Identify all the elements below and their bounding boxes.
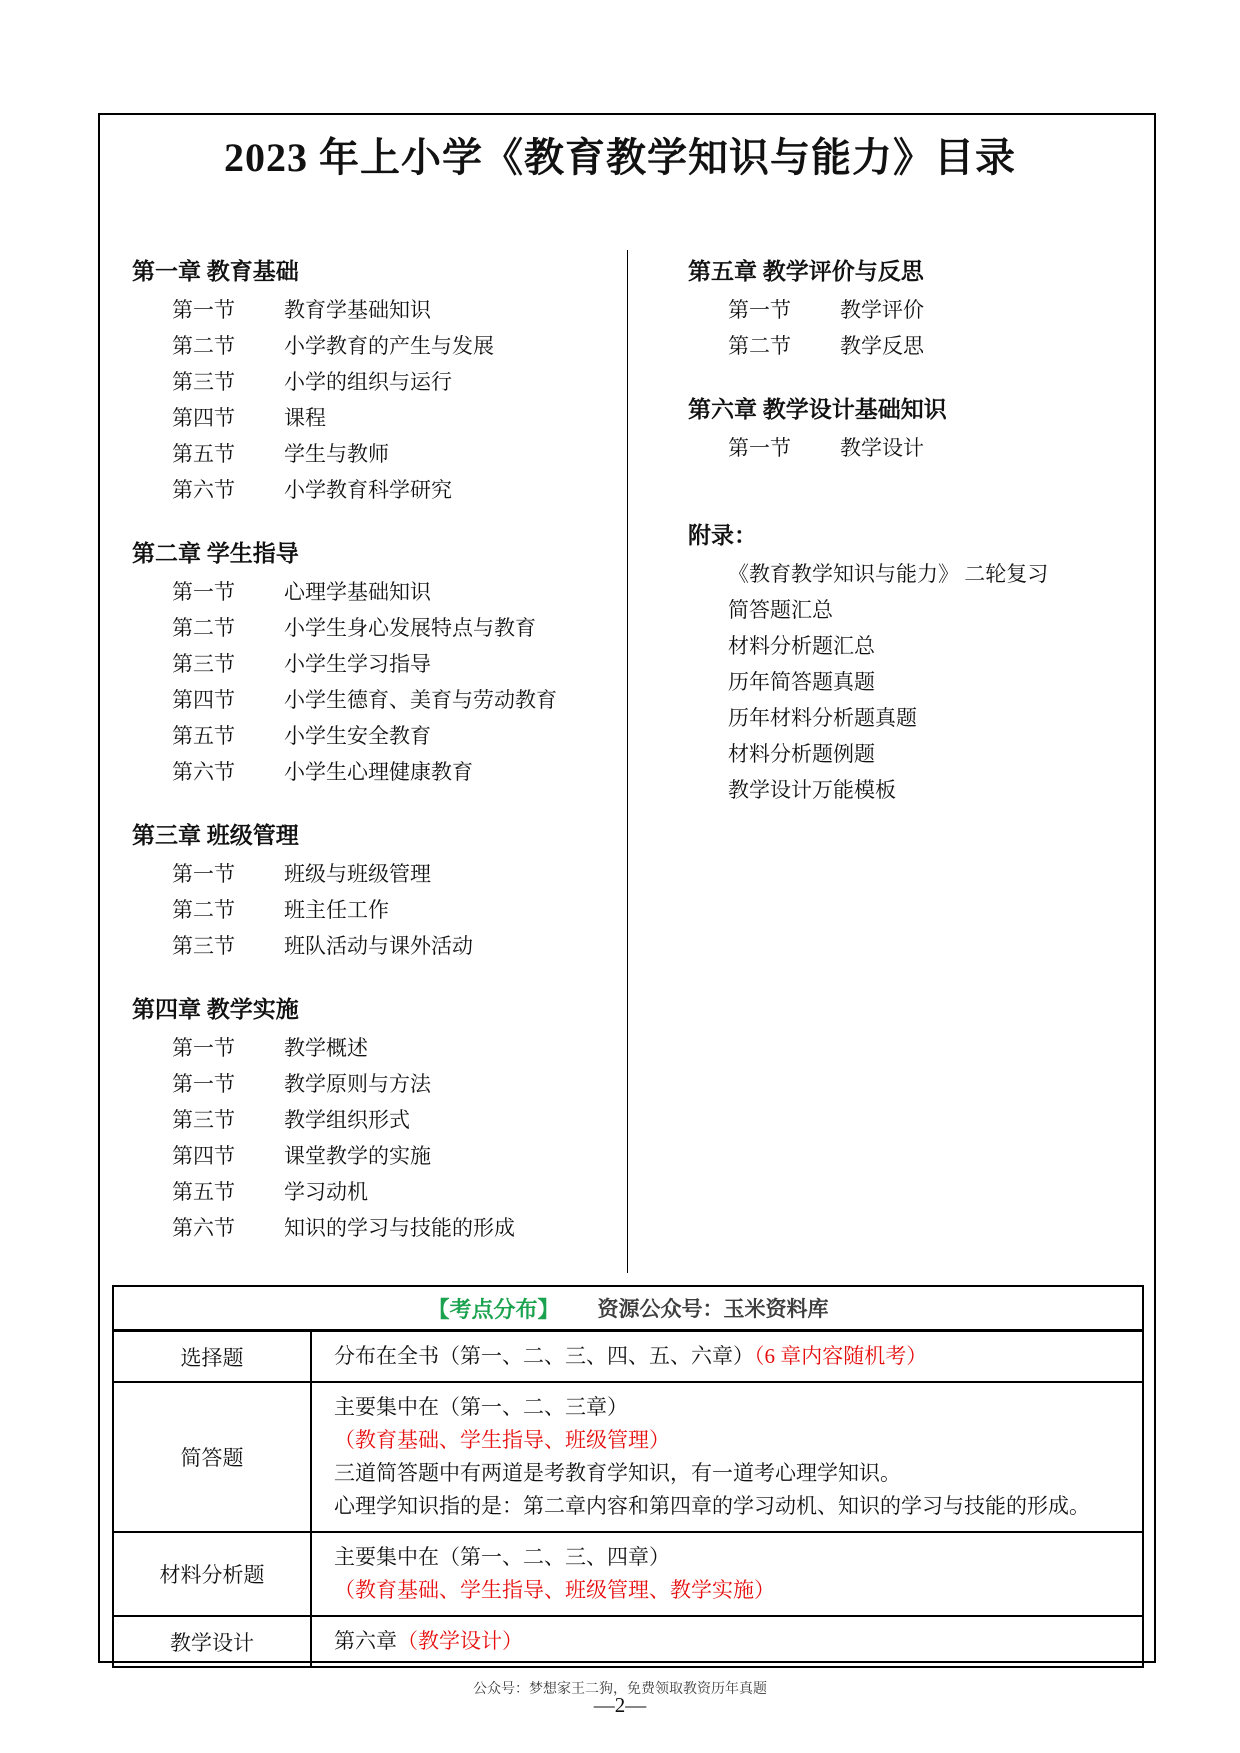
section-row xyxy=(132,472,612,508)
section-number: 第三节 xyxy=(172,934,235,958)
section-number: 第二节 xyxy=(172,334,235,358)
section-row xyxy=(132,1030,612,1066)
section-number: 第一节 xyxy=(172,862,235,886)
section-row xyxy=(132,1102,612,1138)
section-number: 第二节 xyxy=(172,616,235,640)
toc-column-left xyxy=(132,252,612,1246)
chapter-heading: 第一章 教育基础 xyxy=(132,259,299,284)
footer-text: 公众号：梦想家王二狗，免费领取教资历年真题 xyxy=(473,1680,767,1696)
section-title: 班级与班级管理 xyxy=(284,862,431,886)
section-number: 第六节 xyxy=(172,1216,235,1240)
content-line xyxy=(334,1574,1132,1607)
section-title: 教学设计 xyxy=(840,436,924,460)
section-row xyxy=(132,1138,612,1174)
source-account-label: 资源公众号：玉米资料库 xyxy=(597,1297,829,1321)
text-segment: 主要集中在（第一、二、三章） xyxy=(334,1395,628,1419)
section-title: 课堂教学的实施 xyxy=(284,1144,431,1168)
page-number: —2— xyxy=(593,1693,647,1717)
chapter-heading: 第四章 教学实施 xyxy=(132,997,299,1022)
section-number: 第五节 xyxy=(172,442,235,466)
section-title: 教学概述 xyxy=(284,1036,368,1060)
section-number: 第一节 xyxy=(728,436,791,460)
chapter-2 xyxy=(132,534,612,790)
content-line xyxy=(334,1625,1132,1658)
section-title: 小学教育的产生与发展 xyxy=(284,334,494,358)
section-row xyxy=(132,754,612,790)
section-number: 第四节 xyxy=(172,1144,235,1168)
text-segment: 第六章 xyxy=(334,1629,397,1653)
section-number: 第六节 xyxy=(172,760,235,784)
section-title: 班主任工作 xyxy=(284,898,389,922)
section-row xyxy=(132,1174,612,1210)
chapter-5 xyxy=(688,252,1143,364)
section-row xyxy=(132,400,612,436)
section-number: 第一节 xyxy=(172,298,235,322)
section-row xyxy=(132,928,612,964)
section-row xyxy=(132,328,612,364)
table-row-material-analysis xyxy=(114,1531,1142,1615)
section-title: 小学教育科学研究 xyxy=(284,478,452,502)
table-row-choice xyxy=(114,1332,1142,1381)
section-title: 课程 xyxy=(284,406,326,430)
section-row xyxy=(132,292,612,328)
section-title: 学习动机 xyxy=(284,1180,368,1204)
content-line xyxy=(334,1340,1132,1373)
appendix-heading: 附录： xyxy=(688,523,757,548)
section-title: 心理学基础知识 xyxy=(284,580,431,604)
row-content xyxy=(312,1383,1142,1531)
text-segment: 分布在全书（第一、二、三、四、五、六章） xyxy=(334,1344,754,1368)
text-segment: 心理学知识指的是：第二章内容和第四章的学习动机、知识的学习与技能的形成。 xyxy=(334,1494,1090,1518)
appendix-item: 《教育教学知识与能力》 二轮复习 xyxy=(728,562,1049,586)
text-segment-red: （6 章内容随机考） xyxy=(754,1344,928,1368)
section-number: 第三节 xyxy=(172,370,235,394)
row-label: 教学设计 xyxy=(114,1617,312,1666)
section-number: 第一节 xyxy=(728,298,791,322)
section-title: 小学生心理健康教育 xyxy=(284,760,473,784)
chapter-3 xyxy=(132,816,612,964)
section-number: 第二节 xyxy=(172,898,235,922)
section-row xyxy=(132,646,612,682)
section-number: 第一节 xyxy=(172,1036,235,1060)
section-row xyxy=(132,892,612,928)
content-line xyxy=(334,1490,1132,1523)
section-title: 教学评价 xyxy=(840,298,924,322)
section-title: 学生与教师 xyxy=(284,442,389,466)
section-title: 小学生学习指导 xyxy=(284,652,431,676)
section-row xyxy=(132,610,612,646)
section-title: 小学生德育、美育与劳动教育 xyxy=(284,688,557,712)
text-segment-red: （教育基础、学生指导、班级管理、教学实施） xyxy=(334,1578,775,1602)
appendix-block xyxy=(688,516,1143,808)
section-title: 知识的学习与技能的形成 xyxy=(284,1216,515,1240)
row-label: 选择题 xyxy=(114,1332,312,1381)
text-segment-red: （教育基础、学生指导、班级管理） xyxy=(334,1428,670,1452)
text-segment: 三道简答题中有两道是考教育学知识，有一道考心理学知识。 xyxy=(334,1461,901,1485)
section-number: 第三节 xyxy=(172,652,235,676)
appendix-item: 教学设计万能模板 xyxy=(728,778,896,802)
section-title: 教学原则与方法 xyxy=(284,1072,431,1096)
content-line xyxy=(334,1457,1132,1490)
section-number: 第五节 xyxy=(172,724,235,748)
section-row xyxy=(132,1210,612,1246)
appendix-item: 材料分析题例题 xyxy=(728,742,875,766)
appendix-item: 历年简答题真题 xyxy=(728,670,875,694)
section-number: 第四节 xyxy=(172,406,235,430)
table-header xyxy=(114,1287,1142,1332)
section-number: 第六节 xyxy=(172,478,235,502)
section-row xyxy=(132,574,612,610)
content-line xyxy=(334,1424,1132,1457)
column-divider xyxy=(627,250,628,1273)
page-title: 2023 年上小学《教育教学知识与能力》目录 xyxy=(224,135,1016,180)
section-row xyxy=(132,436,612,472)
content-line xyxy=(334,1391,1132,1424)
section-row xyxy=(688,328,1143,364)
section-number: 第三节 xyxy=(172,1108,235,1132)
text-segment: 主要集中在（第一、二、三、四章） xyxy=(334,1545,670,1569)
section-title: 教学反思 xyxy=(840,334,924,358)
section-title: 班队活动与课外活动 xyxy=(284,934,473,958)
appendix-item: 材料分析题汇总 xyxy=(728,634,875,658)
chapter-1 xyxy=(132,252,612,508)
section-title: 小学生安全教育 xyxy=(284,724,431,748)
chapter-heading: 第三章 班级管理 xyxy=(132,823,299,848)
content-line xyxy=(334,1541,1132,1574)
section-row xyxy=(132,856,612,892)
section-title: 教育学基础知识 xyxy=(284,298,431,322)
row-label: 材料分析题 xyxy=(114,1533,312,1615)
row-label: 简答题 xyxy=(114,1383,312,1531)
section-number: 第一节 xyxy=(172,580,235,604)
appendix-item: 简答题汇总 xyxy=(728,598,833,622)
section-title: 小学的组织与运行 xyxy=(284,370,452,394)
section-row xyxy=(132,718,612,754)
section-row xyxy=(132,682,612,718)
section-title: 教学组织形式 xyxy=(284,1108,410,1132)
section-row xyxy=(132,364,612,400)
table-row-short-answer xyxy=(114,1381,1142,1531)
section-number: 第四节 xyxy=(172,688,235,712)
chapter-heading: 第六章 教学设计基础知识 xyxy=(688,397,947,422)
exam-points-table xyxy=(112,1285,1144,1668)
section-number: 第五节 xyxy=(172,1180,235,1204)
toc-column-right xyxy=(688,252,1143,808)
section-number: 第一节 xyxy=(172,1072,235,1096)
chapter-heading: 第二章 学生指导 xyxy=(132,541,299,566)
chapter-6 xyxy=(688,390,1143,466)
row-content xyxy=(312,1533,1142,1615)
section-title: 小学生身心发展特点与教育 xyxy=(284,616,536,640)
chapter-4 xyxy=(132,990,612,1246)
row-content xyxy=(312,1332,1142,1381)
chapter-heading: 第五章 教学评价与反思 xyxy=(688,259,924,284)
exam-points-badge: 【考点分布】 xyxy=(427,1296,560,1322)
appendix-item: 历年材料分析题真题 xyxy=(728,706,917,730)
table-row-teaching-design xyxy=(114,1615,1142,1666)
section-row xyxy=(688,430,1143,466)
text-segment-red: （教学设计） xyxy=(397,1629,523,1653)
row-content xyxy=(312,1617,1142,1666)
section-row xyxy=(132,1066,612,1102)
section-number: 第二节 xyxy=(728,334,791,358)
section-row xyxy=(688,292,1143,328)
